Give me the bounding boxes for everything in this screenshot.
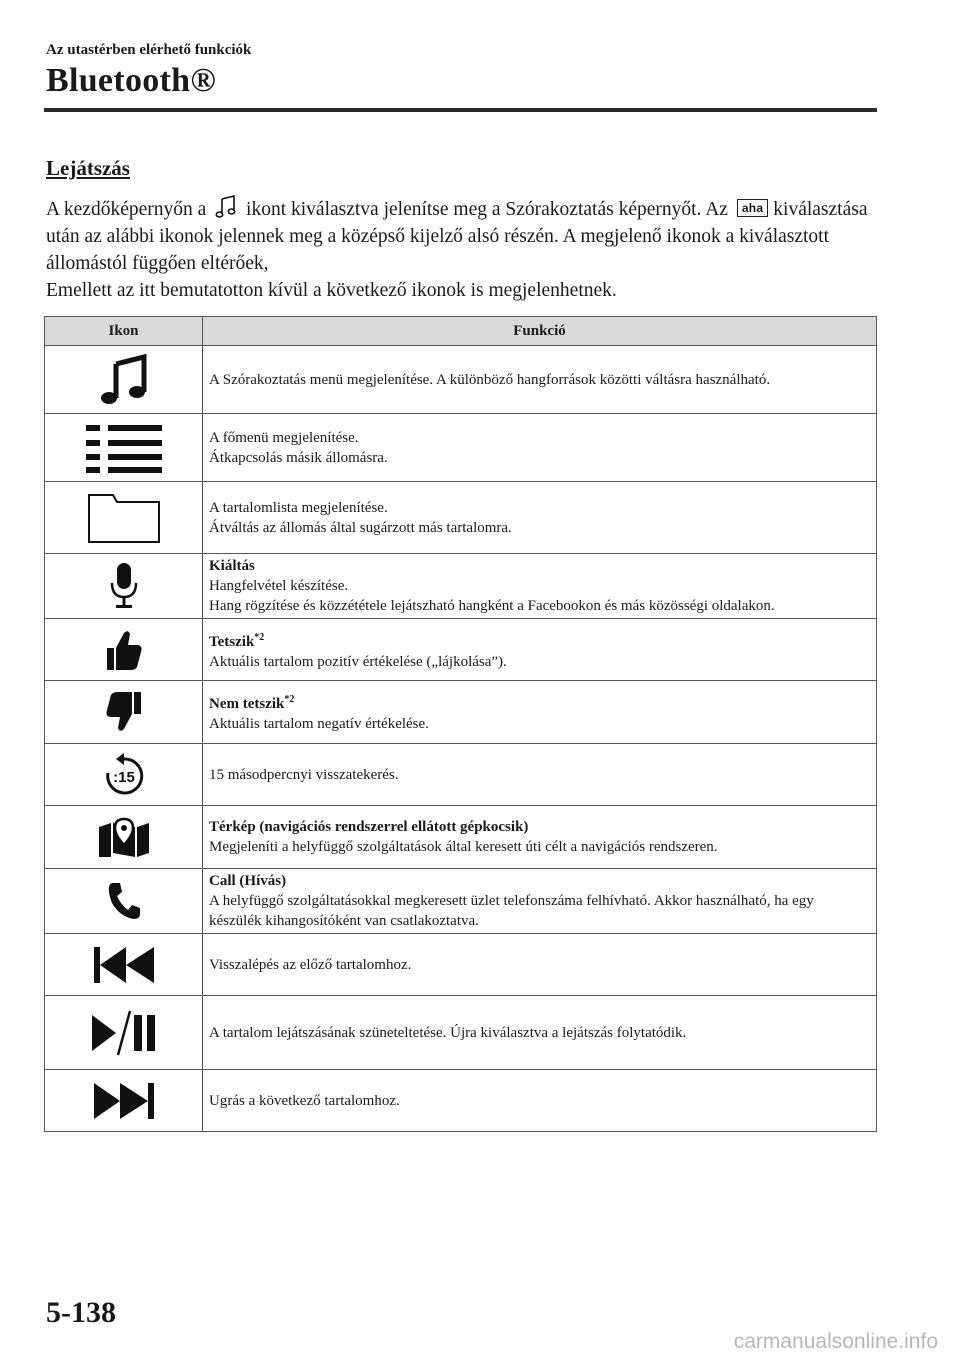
- function-name-text: Nem tetszik: [209, 696, 285, 712]
- function-line: Hangfelvétel készítése.: [209, 578, 349, 594]
- music-note-icon: [215, 195, 237, 219]
- function-description: [203, 806, 877, 869]
- function-line: Aktuális tartalom negatív értékelése.: [209, 716, 429, 732]
- thumbs-down-icon: [45, 681, 203, 744]
- function-name: [209, 628, 870, 652]
- function-name: [209, 556, 870, 576]
- folder-icon: [45, 482, 203, 554]
- function-line: A tartalomlista megjelenítése.: [209, 499, 388, 516]
- footnote-mark: *2: [284, 694, 295, 705]
- function-line: Visszalépés az előző tartalomhoz.: [209, 956, 412, 973]
- table-row: [45, 806, 877, 869]
- intro-text-3: kiválasztása után az alábbi ikonok jelennek meg a középső kijelző alsó részén. A megjelenő ikonok a kiválasztott állomástól függően eltérőek,: [46, 199, 868, 274]
- function-description: [203, 414, 877, 482]
- function-line: Hang rögzítése és közzététele lejátszható hangként a Facebookon és más közösségi oldalakon.: [209, 598, 775, 614]
- intro-text-4: Emellett az itt bemutatotton kívül a következő ikonok is megjelenhetnek.: [46, 280, 617, 301]
- function-line: Átváltás az állomás által sugárzott más tartalomra.: [209, 519, 512, 536]
- list-icon: [45, 414, 203, 482]
- column-header-function: Funkció: [203, 317, 877, 346]
- function-name-text: Kiáltás: [209, 558, 255, 574]
- rewind-15-icon: [45, 744, 203, 806]
- function-description: [203, 869, 877, 934]
- function-description: [203, 996, 877, 1070]
- table-row: [45, 681, 877, 744]
- table-row: [45, 934, 877, 996]
- table-row: [45, 869, 877, 934]
- function-description: [203, 346, 877, 414]
- map-pin-icon: [45, 806, 203, 869]
- function-line: Átkapcsolás másik állomásra.: [209, 449, 388, 466]
- function-name: [209, 817, 870, 837]
- music-note-icon: [45, 346, 203, 414]
- watermark: carmanualsonline.info: [733, 1330, 938, 1353]
- function-line: A Szórakoztatás menü megjelenítése. A különböző hangforrások közötti váltásra használható.: [209, 371, 771, 388]
- function-description: [203, 744, 877, 806]
- column-header-icon: Ikon: [45, 317, 203, 346]
- function-description: [203, 619, 877, 681]
- skip-back-icon: [45, 934, 203, 996]
- section-heading: Lejátszás: [46, 156, 130, 180]
- table-row: [45, 554, 877, 619]
- aha-icon: aha: [737, 199, 769, 217]
- rewind-15-label: :15: [112, 768, 135, 786]
- microphone-icon: [45, 554, 203, 619]
- table-row: [45, 346, 877, 414]
- title-rule: [44, 108, 877, 112]
- page-title: Bluetooth®: [46, 62, 217, 99]
- function-line: A tartalom lejátszásának szüneteltetése. Újra kiválasztva a lejátszás folytatódik.: [209, 1024, 687, 1041]
- function-description: [203, 934, 877, 996]
- function-name: [209, 871, 870, 891]
- footnote-mark: *2: [254, 631, 265, 643]
- breadcrumb: Az utastérben elérhető funkciók: [46, 42, 252, 58]
- play-pause-icon: [45, 996, 203, 1070]
- skip-forward-icon: [45, 1070, 203, 1132]
- function-name-text: Tetszik: [209, 633, 255, 650]
- thumbs-up-icon: [45, 619, 203, 681]
- function-name: [209, 690, 870, 714]
- intro-text-1: A kezdőképernyőn a: [46, 199, 207, 220]
- function-description: [203, 482, 877, 554]
- function-line: Megjeleníti a helyfüggő szolgáltatások által keresett úti célt a navigációs rendszeren.: [209, 839, 718, 855]
- function-line: A helyfüggő szolgáltatásokkal megkeresett üzlet telefonszáma felhívható. Akkor használható, ha egy készülék kihangosítóként van csatlakoztatva.: [209, 893, 814, 929]
- intro-text-2: ikont kiválasztva jelenítse meg a Szórakoztatás képernyőt. Az: [246, 199, 728, 220]
- function-line: 15 másodpercnyi visszatekerés.: [209, 766, 399, 783]
- function-name-text: Térkép (navigációs rendszerrel ellátott gépkocsik): [209, 819, 529, 835]
- function-line: Aktuális tartalom pozitív értékelése („lájkolása”).: [209, 653, 507, 670]
- function-description: [203, 554, 877, 619]
- table-row: [45, 619, 877, 681]
- function-description: [203, 1070, 877, 1132]
- table-row: [45, 744, 877, 806]
- intro-paragraph: [46, 195, 886, 304]
- table-header-row: [45, 317, 877, 346]
- function-table: [44, 316, 877, 1132]
- page-number: 5-138: [46, 1296, 116, 1329]
- function-description: [203, 681, 877, 744]
- function-name-text: Call (Hívás): [209, 873, 287, 889]
- table-row: [45, 414, 877, 482]
- function-line: A főmenü megjelenítése.: [209, 429, 359, 446]
- table-row: [45, 482, 877, 554]
- table-row: [45, 1070, 877, 1132]
- function-line: Ugrás a következő tartalomhoz.: [209, 1092, 400, 1109]
- phone-icon: [45, 869, 203, 934]
- table-row: [45, 996, 877, 1070]
